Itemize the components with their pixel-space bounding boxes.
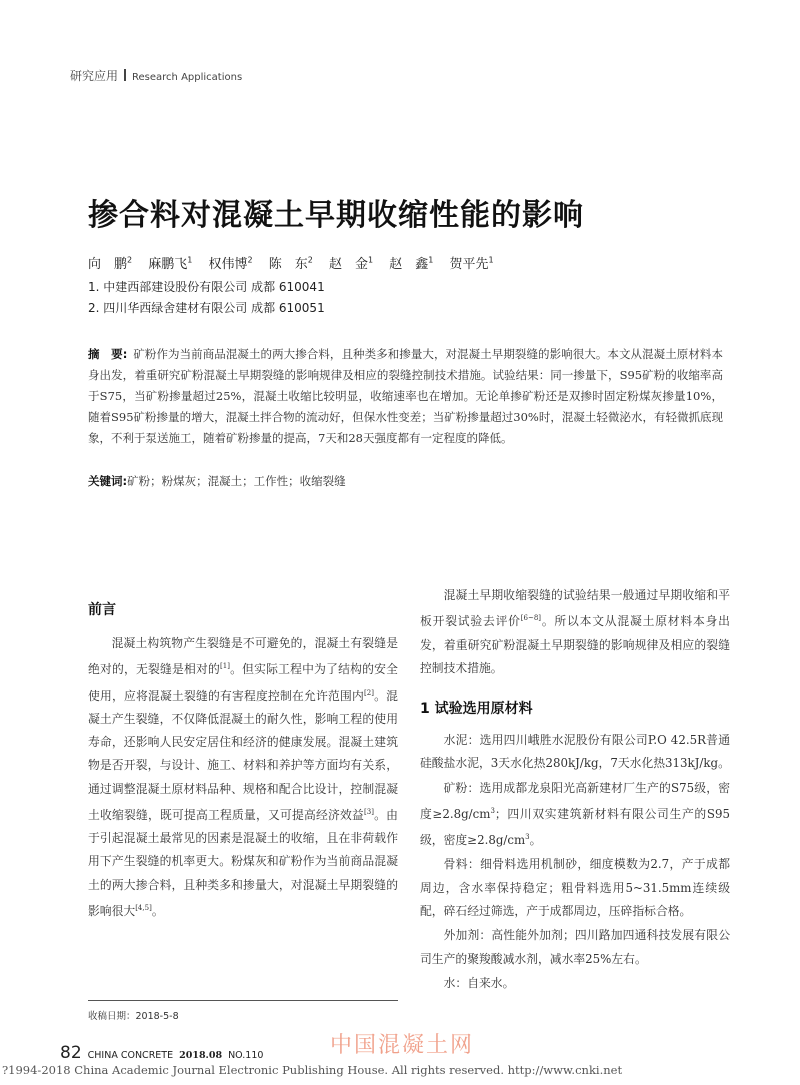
material-aggregate: 骨料：细骨料选用机制砂，细度模数为2.7，产于成都周边，含水率保持稳定；粗骨料选用5~31.5mm连续级配，碎石经过筛选，产于成都周边，压碎指标合格。 xyxy=(420,857,730,918)
issue-date: 2018.08 xyxy=(179,1050,223,1061)
abstract xyxy=(88,344,723,449)
citation: [3] xyxy=(364,807,374,816)
citation: [6~8] xyxy=(520,614,542,623)
author: 权伟博$^2$ xyxy=(208,255,253,272)
author-list xyxy=(88,253,506,272)
received-date: 收稿日期：2018-5-8 xyxy=(88,1011,179,1022)
citation: [2] xyxy=(364,688,374,697)
author: 陈 东$^2$ xyxy=(268,255,313,272)
page-number: 82 xyxy=(60,1043,82,1063)
page-footer xyxy=(60,1043,269,1063)
author: 麻鹏飞$^1$ xyxy=(148,255,193,272)
keywords-text: 矿粉；粉煤灰；混凝土；工作性；收缩裂缝 xyxy=(127,474,346,488)
citation: [1] xyxy=(220,662,230,671)
intro-paragraph: 混凝土构筑物产生裂缝是不可避免的，混凝土有裂缝是绝对的，无裂缝是相对的[1]。但实际工程中为了结构的安全使用，应将混凝土裂缝的有害程度控制在允许范围内[2]。混凝土产生裂缝，不仅降低混凝土的耐久性，影响工程的使用寿命，还影响人民安定居住和经济的健康发展。混凝土建筑物是否开裂，与设计、施工、材料和养护等方面均有关系，通过调整混凝土原材料品种、规格和配合比设计，控制混凝土收缩裂缝，既可提高工程质量，又可提高经济效益[3]。由于引起混凝土最常见的因素是混凝土的收缩，且在非荷载作用下产生裂缝的机率更大。粉煤灰和矿粉作为当前商品混凝土的两大掺合料，且种类多和掺量大，对混凝土早期裂缝的影响很大[4,5]。 xyxy=(88,636,398,918)
material-cement: 水泥：选用四川峨胜水泥股份有限公司P.O 42.5R普通硅酸盐水泥，3天水化热280kJ/kg，7天水化热313kJ/kg。 xyxy=(420,733,730,771)
running-header xyxy=(70,67,242,84)
watermark: 中国混凝土网 xyxy=(330,1033,475,1058)
author: 贺平先$^1$ xyxy=(449,255,494,272)
abstract-label: 摘 要: xyxy=(88,347,128,361)
author: 赵 金$^1$ xyxy=(329,255,374,272)
material-admixture: 外加剂：高性能外加剂；四川路加四通科技发展有限公司生产的聚羧酸减水剂，减水率25%左右。 xyxy=(420,928,730,966)
section-heading-intro: 前言 xyxy=(88,602,116,618)
material-slag: 矿粉：选用成都龙泉阳光高新建材厂生产的S75级，密度$\ge 2.8g/cm^3$；四川双实建筑新材料有限公司生产的S95级，密度$\ge 2.8g/cm^3$。 xyxy=(420,780,730,848)
citation: [4,5] xyxy=(135,904,152,913)
abstract-text: 矿粉作为当前商品混凝土的两大掺合料，且种类多和掺量大，对混凝土早期裂缝的影响很大。本文从混凝土原材料本身出发，着重研究矿粉混凝土早期裂缝的影响规律及相应的裂缝控制技术措施。试验结果：同一掺量下，S95矿粉的收缩率高于S75，当矿粉掺量超过25%，混凝土收缩比较明显，收缩速率也在增加。无论单掺矿粉还是双掺时固定粉煤灰掺量10%，随着S95矿粉掺量的增大，混凝土拌合物的流动好，但保水性变差；当矿粉掺量超过30%时，混凝土轻微泌水，有轻微抓底现象，不利于泵送施工，随着矿粉掺量的提高，7天和28天强度都有一定程度的降低。 xyxy=(88,347,723,445)
copyright-line: ?1994-2018 China Academic Journal Electronic Publishing House. All rights reserved. http://www.cnki.net xyxy=(2,1063,623,1077)
keywords-label: 关键词: xyxy=(88,474,128,488)
header-divider xyxy=(124,69,126,81)
author: 向 鹏$^2$ xyxy=(88,255,133,272)
footnote-rule xyxy=(88,1000,398,1001)
affiliation-1: 1. 中建西部建设股份有限公司 成都 610041 xyxy=(88,280,325,294)
materials-list xyxy=(420,729,730,996)
section-label-en: Research Applications xyxy=(132,72,243,83)
section-label-cn: 研究应用 xyxy=(70,69,119,83)
section-heading-materials: 1 试验选用原材料 xyxy=(420,701,533,717)
issue-number: NO.110 xyxy=(228,1050,264,1061)
journal-name: CHINA CONCRETE xyxy=(87,1050,174,1061)
material-water: 水：自来水。 xyxy=(443,975,515,990)
keywords xyxy=(88,473,723,489)
right-intro-paragraph: 混凝土早期收缩裂缝的试验结果一般通过早期收缩和平板开裂试验去评价[6~8]。所以本文从混凝土原材料本身出发，着重研究矿粉混凝土早期裂缝的影响规律及相应的裂缝控制技术措施。 xyxy=(420,588,730,675)
affiliation-2: 2. 四川华西绿舍建材有限公司 成都 610051 xyxy=(88,301,325,315)
article-title: 掺合料对混凝土早期收缩性能的影响 xyxy=(88,198,584,233)
author: 赵 鑫$^1$ xyxy=(389,255,434,272)
